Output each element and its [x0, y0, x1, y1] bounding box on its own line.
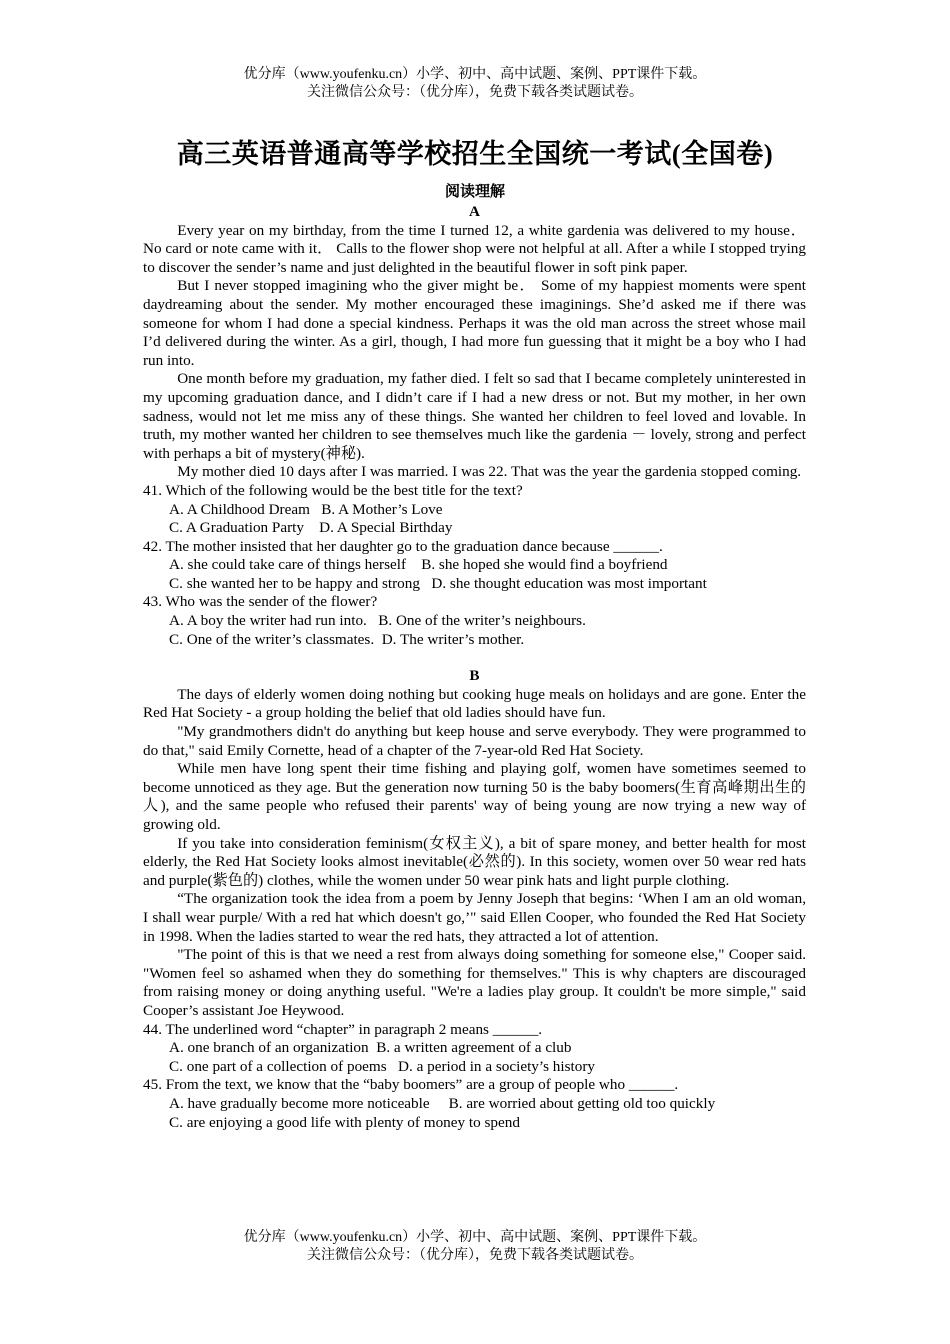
passage-b-paragraph: If you take into consideration feminism(女权主义), a bit of spare money, and better health for most elderly, the Red Hat Society looks almost inevitable(必然的). In this society, women over 50 wear red hats and purple(紫色的) clothes, while the women under 50 wear pink hats and light purple clothing.: [143, 834, 806, 889]
footer-line-1: 优分库（www.youfenku.cn）小学、初中、高中试题、案例、PPT课件下载。: [243, 1230, 707, 1245]
page-header: [0, 66, 950, 102]
passage-b-paragraph: "My grandmothers didn't do anything but keep house and serve everybody. They were programmed to do that," said Emily Cornette, head of a chapter of the 7-year-old Red Hat Society.: [143, 723, 806, 759]
passage-a-paragraph: One month before my graduation, my father died. I felt so sad that I became completely uninterested in my upcoming graduation dance, and I didn’t care if I had a new dress or not. But my mother, in her own sadness, would not let me miss any of these things. She wanted her children to feel loved and lovable. In truth, my mother wanted her children to see themselves much like the gardenia － lovely, strong and perfect with perhaps a bit of mystery(神秘).: [143, 370, 806, 462]
document-body: [143, 203, 806, 1132]
question-41-options-row: A. A Childhood Dream B. A Mother’s Love: [169, 500, 443, 518]
question-41-options-row: C. A Graduation Party D. A Special Birthday: [169, 519, 453, 537]
passage-b-paragraph: The days of elderly women doing nothing but cooking huge meals on holidays and are gone. Enter the Red Hat Society - a group holding the belief that old ladies should have fun.: [143, 685, 806, 722]
passage-a-paragraph: But I never stopped imagining who the giver might be． Some of my happiest moments were spent daydreaming about the sender. My mother encouraged these imaginings. She’d asked me if there was someone for whom I had done a special kindness. Perhaps it was the old man across the street whose mail I’d delivered during the winter. As a girl, though, I had more fun guessing that it might be a boy who I had run into.: [143, 277, 806, 369]
header-line-2: 关注微信公众号：（优分库），免费下载各类试题试卷。: [307, 85, 643, 100]
passage-b-paragraph: While men have long spent their time fishing and playing golf, women have sometimes seemed to become unnoticed as they age. But the generation now turning 50 is the baby boomers(生育高峰期出生的人), and the same people who refused their parents' way of being young are now trying a new way of growing old.: [143, 760, 806, 833]
question-44: 44. The underlined word “chapter” in paragraph 2 means ______.: [143, 1020, 543, 1038]
question-45-options-row: C. are enjoying a good life with plenty of money to spend: [169, 1113, 520, 1131]
question-43-options-row: C. One of the writer’s classmates. D. The writer’s mother.: [169, 630, 525, 648]
question-41: 41. Which of the following would be the best title for the text?: [143, 481, 523, 499]
question-42-options-row: A. she could take care of things herself B. she hoped she would find a boyfriend: [169, 556, 668, 574]
question-43-options-row: A. A boy the writer had run into. B. One of the writer’s neighbours.: [169, 612, 586, 630]
passage-a-label: A: [469, 203, 480, 220]
passage-a-paragraph: Every year on my birthday, from the time I turned 12, a white gardenia was delivered to my house． No card or note came with it． Calls to the flower shop were not helpful at all. After a while I stopped trying to discover the sender’s name and just delighted in the beautiful flower in soft pink paper.: [143, 221, 806, 276]
passage-b-paragraph: “The organization took the idea from a poem by Jenny Joseph that begins: ‘When I am an old woman, I shall wear purple/ With a red hat which doesn't go,’" said Ellen Cooper, who founded the Red Hat Society in 1998. When the ladies started to wear the red hats, they attracted a lot of attention.: [143, 890, 806, 945]
section-title: 阅读理解: [444, 184, 505, 200]
passage-b-paragraph: "The point of this is that we need a rest from always doing something for someone else," Cooper said. "Women feel so ashamed when they do something for themselves." This is why chapters are discouraged from raising money or doing anything useful. "We're a ladies play group. It couldn't be more simple," said Cooper’s assistant Joe Heywood.: [143, 946, 806, 1019]
question-42: 42. The mother insisted that her daughter go to the graduation dance because ______.: [143, 537, 663, 555]
passage-b-label: B: [469, 667, 480, 685]
question-45: 45. From the text, we know that the “baby boomers” are a group of people who ______.: [143, 1076, 679, 1094]
question-45-options-row: A. have gradually become more noticeable B. are worried about getting old too quickly: [169, 1094, 716, 1112]
question-44-options-row: A. one branch of an organization B. a written agreement of a club: [169, 1039, 572, 1057]
question-42-options-row: C. she wanted her to be happy and strong D. she thought education was most important: [169, 574, 707, 592]
header-line-1: 优分库（www.youfenku.cn）小学、初中、高中试题、案例、PPT课件下载。: [243, 67, 707, 82]
section-spacer: [143, 649, 806, 667]
page-footer: [0, 1229, 950, 1265]
question-44-options-row: C. one part of a collection of poems D. a period in a society’s history: [169, 1057, 595, 1075]
page-title: 高三英语普通高等学校招生全国统一考试(全国卷): [176, 139, 774, 169]
question-43: 43. Who was the sender of the flower?: [143, 593, 378, 611]
passage-a-paragraph: My mother died 10 days after I was married. I was 22. That was the year the gardenia stopped coming.: [177, 463, 802, 481]
footer-line-2: 关注微信公众号：（优分库），免费下载各类试题试卷。: [307, 1248, 643, 1263]
